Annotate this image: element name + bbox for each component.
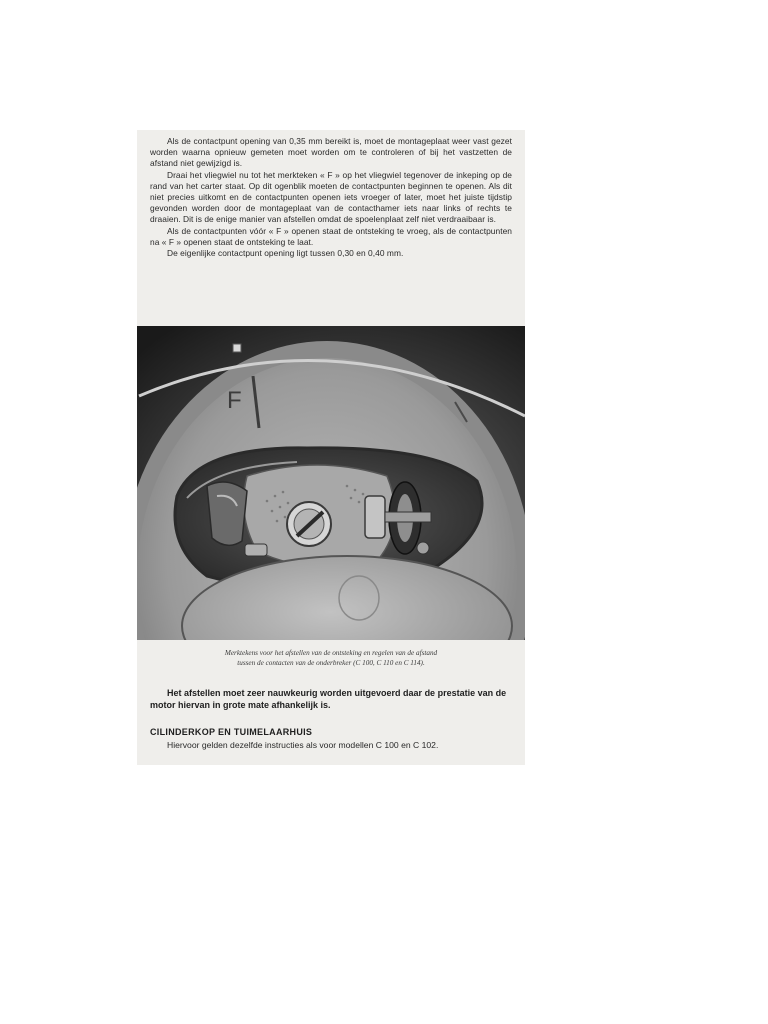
flywheel-photo [137,326,525,640]
caption-line-1: Merktekens voor het afstellen van de ontsteking en regelen van de afstand [224,649,438,657]
document-page [137,130,525,765]
precision-note: Het afstellen moet zeer nauwkeurig worden uitgevoerd daar de prestatie van de motor hiervan in grote mate afhankelijk is. [150,688,507,710]
photo-caption [137,648,525,668]
paragraph-flywheel-mark: Draai het vliegwiel nu tot het merkteken « F » op het vliegwiel tegenover de inkeping op de rand van het carter staat. Op dit ogenblik moeten de contactpunten beginnen te openen. Als dit niet precies uitkomt en de contactpunten openen iets vroeger of later, moet het juiste tijdstip gevonden worden door de montageplaat van de contacthamer iets naar links of rechts te draaien. Dit is de enige manier van afstellen omdat de spoelenplaat zelf niet verdraaibaar is. [150,169,512,225]
f-mark-label: F [227,387,242,414]
paragraph-timing: Als de contactpunten vóór « F » openen staat de ontsteking te vroeg, als de contactpunten na « F » openen staat de ontsteking te laat. [150,225,512,247]
section-text: Hiervoor gelden dezelfde instructies als voor modellen C 100 en C 102. [167,740,439,750]
paragraph-contact-gap: Als de contactpunt opening van 0,35 mm bereikt is, moet de montageplaat weer vast gezet worden waarna opnieuw gemeten moet worden om te controleren of bij het vastzetten de afstand niet gewijzigd is. [150,136,512,169]
paragraph-gap-range: De eigenlijke contactpunt opening ligt tussen 0,30 en 0,40 mm. [167,248,404,259]
caption-line-2: tussen de contacten van de onderbreker (C 100, C 110 en C 114). [237,659,425,667]
section-heading: CILINDERKOP EN TUIMELAARHUIS [150,727,313,737]
